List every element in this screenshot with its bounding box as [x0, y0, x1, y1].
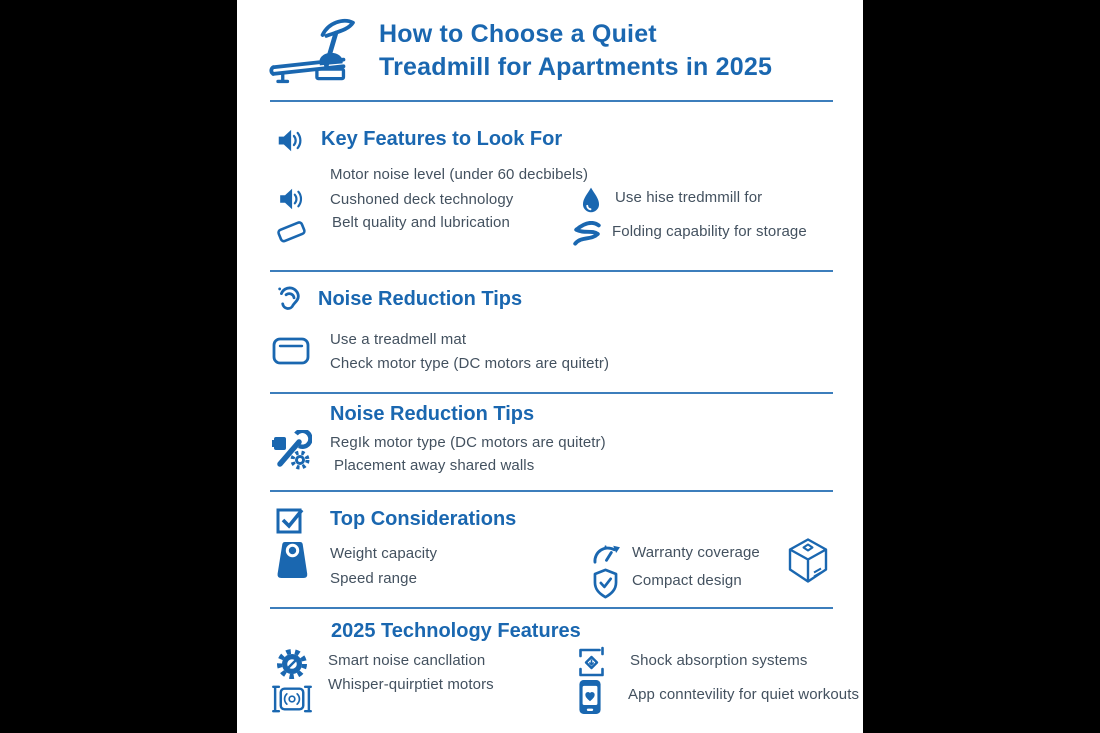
speaker-icon: [277, 186, 305, 212]
list-item: Weight capacity: [330, 545, 438, 562]
divider: [270, 607, 833, 609]
page-title: [379, 18, 772, 84]
list-item: Warranty coverage: [632, 544, 760, 561]
divider: [270, 270, 833, 272]
infographic-card: [237, 0, 863, 733]
list-item: Shock absorption systems: [630, 652, 808, 669]
speaker-icon: [276, 127, 304, 154]
treadmill-icon: [267, 16, 363, 90]
ear-icon: [275, 283, 303, 317]
shield-check-icon: [592, 568, 619, 599]
belt-icon: [273, 216, 309, 248]
cube-icon: [786, 536, 830, 585]
section-heading-tech-features: 2025 Technology Features: [331, 620, 581, 642]
gauge-icon: [591, 541, 622, 566]
list-item: RegIk motor type (DC motors are quitetr): [330, 434, 606, 451]
phone-icon: [577, 679, 603, 715]
tools-icon: [272, 430, 312, 470]
list-item: Cushoned deck technology: [330, 191, 514, 208]
motor-icon: [271, 684, 313, 714]
scale-icon: [276, 541, 309, 579]
mat-icon: [272, 337, 310, 365]
divider: [270, 490, 833, 492]
section-heading-noise-tips-1: Noise Reduction Tips: [318, 288, 523, 310]
checkbox-icon: [276, 506, 304, 534]
list-item: Use a treadmell mat: [330, 331, 467, 348]
list-item: Speed range: [330, 570, 418, 587]
divider: [270, 100, 833, 102]
shock-icon: [578, 646, 605, 678]
droplet-icon: [578, 186, 604, 216]
gear-mute-icon: [274, 646, 310, 682]
divider: [270, 392, 833, 394]
list-item: Folding capability for storage: [612, 223, 807, 240]
page-title-line2: Treadmill for Apartments in 2025: [379, 53, 773, 81]
section-heading-top-considerations: Top Considerations: [330, 508, 517, 530]
page-title-line1: How to Choose a Quiet: [379, 20, 657, 48]
list-item: Placement away shared walls: [334, 457, 535, 474]
list-item: Whisper-quirptiet motors: [328, 676, 494, 693]
list-item: App conntevility for quiet workouts: [628, 686, 860, 703]
list-item: Compact design: [632, 572, 742, 589]
section-heading-noise-tips-2: Noise Reduction Tips: [330, 403, 535, 425]
list-item: Use hise tredmmill for: [615, 189, 763, 206]
fold-icon: [572, 221, 602, 248]
list-item: Smart noise cancllation: [328, 652, 486, 669]
list-item: Check motor type (DC motors are quitetr): [330, 355, 610, 372]
section-heading-key-features: Key Features to Look For: [321, 128, 563, 150]
list-item: Belt quality and lubrication: [332, 214, 510, 231]
list-item: Motor noise level (under 60 decbibels): [330, 166, 589, 183]
